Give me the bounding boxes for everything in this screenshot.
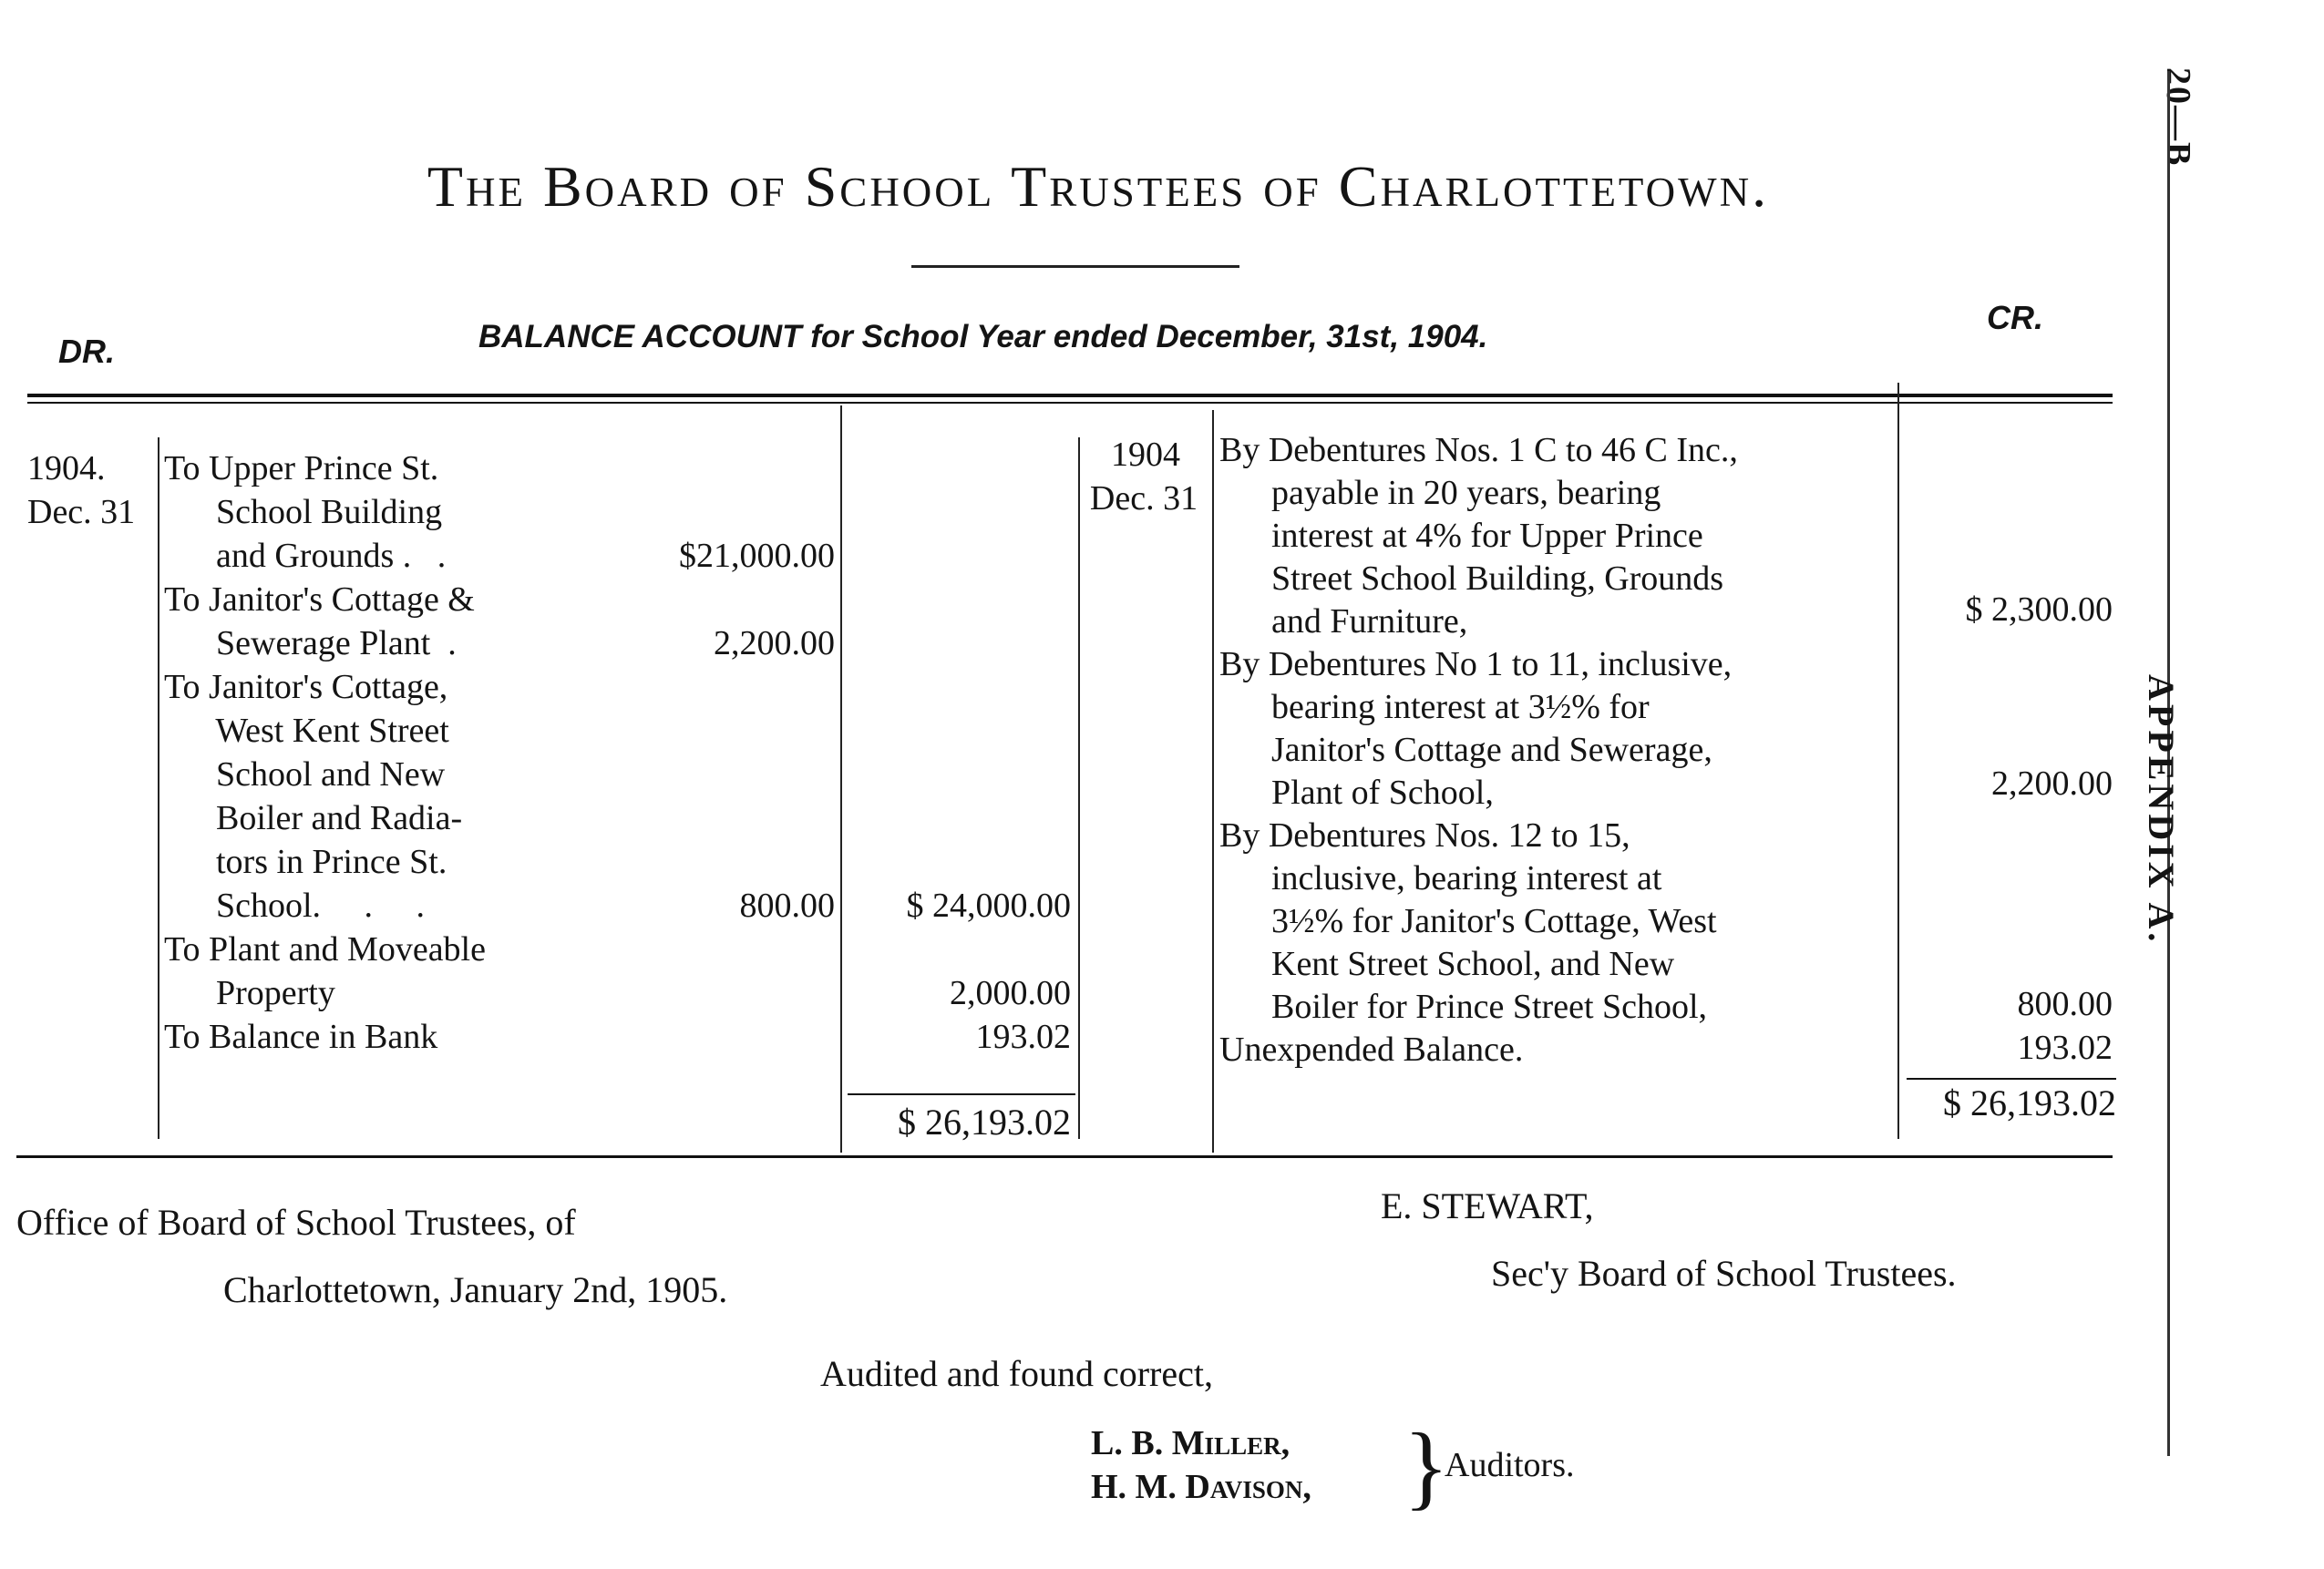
auditors-label: Auditors.	[1445, 1446, 1575, 1484]
debit-date-year: 1904.	[27, 449, 106, 487]
credit-line: 3½% for Janitor's Cottage, West	[1219, 902, 1717, 940]
debit-bank-amount: 193.02	[975, 1018, 1071, 1056]
auditor-1: L. B. Miller,	[1091, 1424, 1291, 1462]
credit-amount: 2,200.00	[1991, 764, 2113, 803]
debit-line: Property	[164, 974, 335, 1012]
debit-label: DR.	[58, 333, 115, 370]
debit-line: To Plant and Moveable	[164, 930, 486, 969]
debit-date-column-line	[158, 437, 159, 1139]
credit-line: Kent Street School, and New	[1219, 945, 1675, 983]
document-title: The Board of School Trustees of Charlottetown.	[427, 154, 1770, 219]
credit-line: inclusive, bearing interest at	[1219, 859, 1662, 897]
credit-line: By Debentures Nos. 12 to 15,	[1219, 816, 1630, 855]
credit-amount: 800.00	[2017, 985, 2113, 1023]
page-mark: 20—B	[2159, 67, 2197, 168]
debit-amount: 2,200.00	[714, 624, 835, 662]
office-line-2: Charlottetown, January 2nd, 1905.	[223, 1269, 728, 1310]
credit-balance-amount: 193.02	[2017, 1029, 2113, 1067]
debit-line: tors in Prince St.	[164, 843, 447, 881]
title-underline	[911, 265, 1239, 268]
credit-line: Boiler for Prince Street School,	[1219, 988, 1708, 1026]
credit-total: $ 26,193.02	[1943, 1082, 2116, 1123]
credit-line: interest at 4% for Upper Prince	[1219, 517, 1703, 555]
auditor-2: H. M. Davison,	[1091, 1468, 1311, 1506]
debit-amount-column-line	[840, 405, 842, 1153]
debit-line: School and New	[164, 755, 446, 794]
debit-line: Boiler and Radia-	[164, 799, 463, 837]
debit-date-day: Dec. 31	[27, 493, 136, 531]
credit-total-rule	[1907, 1078, 2116, 1080]
credit-amount-column-line	[1897, 383, 1899, 1139]
debit-plant-amount: 2,000.00	[950, 974, 1071, 1012]
credit-date-year: 1904	[1111, 436, 1180, 474]
debit-line: Sewerage Plant .	[164, 624, 457, 662]
secretary-title: Sec'y Board of School Trustees.	[1491, 1253, 1957, 1294]
credit-line: By Debentures No 1 to 11, inclusive,	[1219, 645, 1733, 683]
debit-line: and Grounds . .	[164, 537, 447, 575]
auditors-brace-icon: }	[1404, 1414, 1449, 1519]
debit-line: West Kent Street	[164, 712, 449, 750]
credit-line: Janitor's Cottage and Sewerage,	[1219, 731, 1712, 769]
table-top-rule	[27, 394, 2113, 397]
account-subtitle: BALANCE ACCOUNT for School Year ended December, 31st, 1904.	[478, 319, 1488, 354]
debit-total-column-line	[1078, 437, 1080, 1139]
debit-total: $ 26,193.02	[898, 1102, 1071, 1143]
credit-label: CR.	[1987, 299, 2043, 336]
debit-line: To Janitor's Cottage,	[164, 668, 448, 706]
debit-line: School Building	[164, 493, 443, 531]
debit-line: School. . .	[164, 887, 426, 925]
credit-line: payable in 20 years, bearing	[1219, 474, 1661, 512]
credit-line: By Debentures Nos. 1 C to 46 C Inc.,	[1219, 431, 1738, 469]
credit-date-day: Dec. 31	[1089, 479, 1198, 518]
credit-line: bearing interest at 3½% for	[1219, 688, 1650, 726]
debit-line: To Balance in Bank	[164, 1018, 438, 1056]
credit-line: Plant of School,	[1219, 774, 1494, 812]
credit-line: Unexpended Balance.	[1219, 1031, 1524, 1069]
audited-statement: Audited and found correct,	[820, 1353, 1213, 1394]
secretary-name: E. STEWART,	[1381, 1185, 1594, 1226]
debit-total-rule	[848, 1093, 1075, 1095]
credit-line: and Furniture,	[1219, 602, 1468, 641]
debit-line: To Upper Prince St.	[164, 449, 439, 487]
credit-date-column-line	[1212, 410, 1214, 1153]
debit-amount: 800.00	[739, 887, 835, 925]
table-top-rule-thin	[27, 402, 2113, 404]
credit-line: Street School Building, Grounds	[1219, 559, 1724, 598]
table-bottom-rule	[16, 1155, 2113, 1158]
debit-subtotal: $ 24,000.00	[906, 887, 1071, 925]
appendix-label: APPENDIX A.	[2141, 674, 2182, 946]
debit-amount: $21,000.00	[679, 537, 835, 575]
credit-amount: $ 2,300.00	[1965, 590, 2113, 629]
office-line-1: Office of Board of School Trustees, of	[16, 1202, 576, 1243]
debit-line: To Janitor's Cottage &	[164, 580, 475, 619]
